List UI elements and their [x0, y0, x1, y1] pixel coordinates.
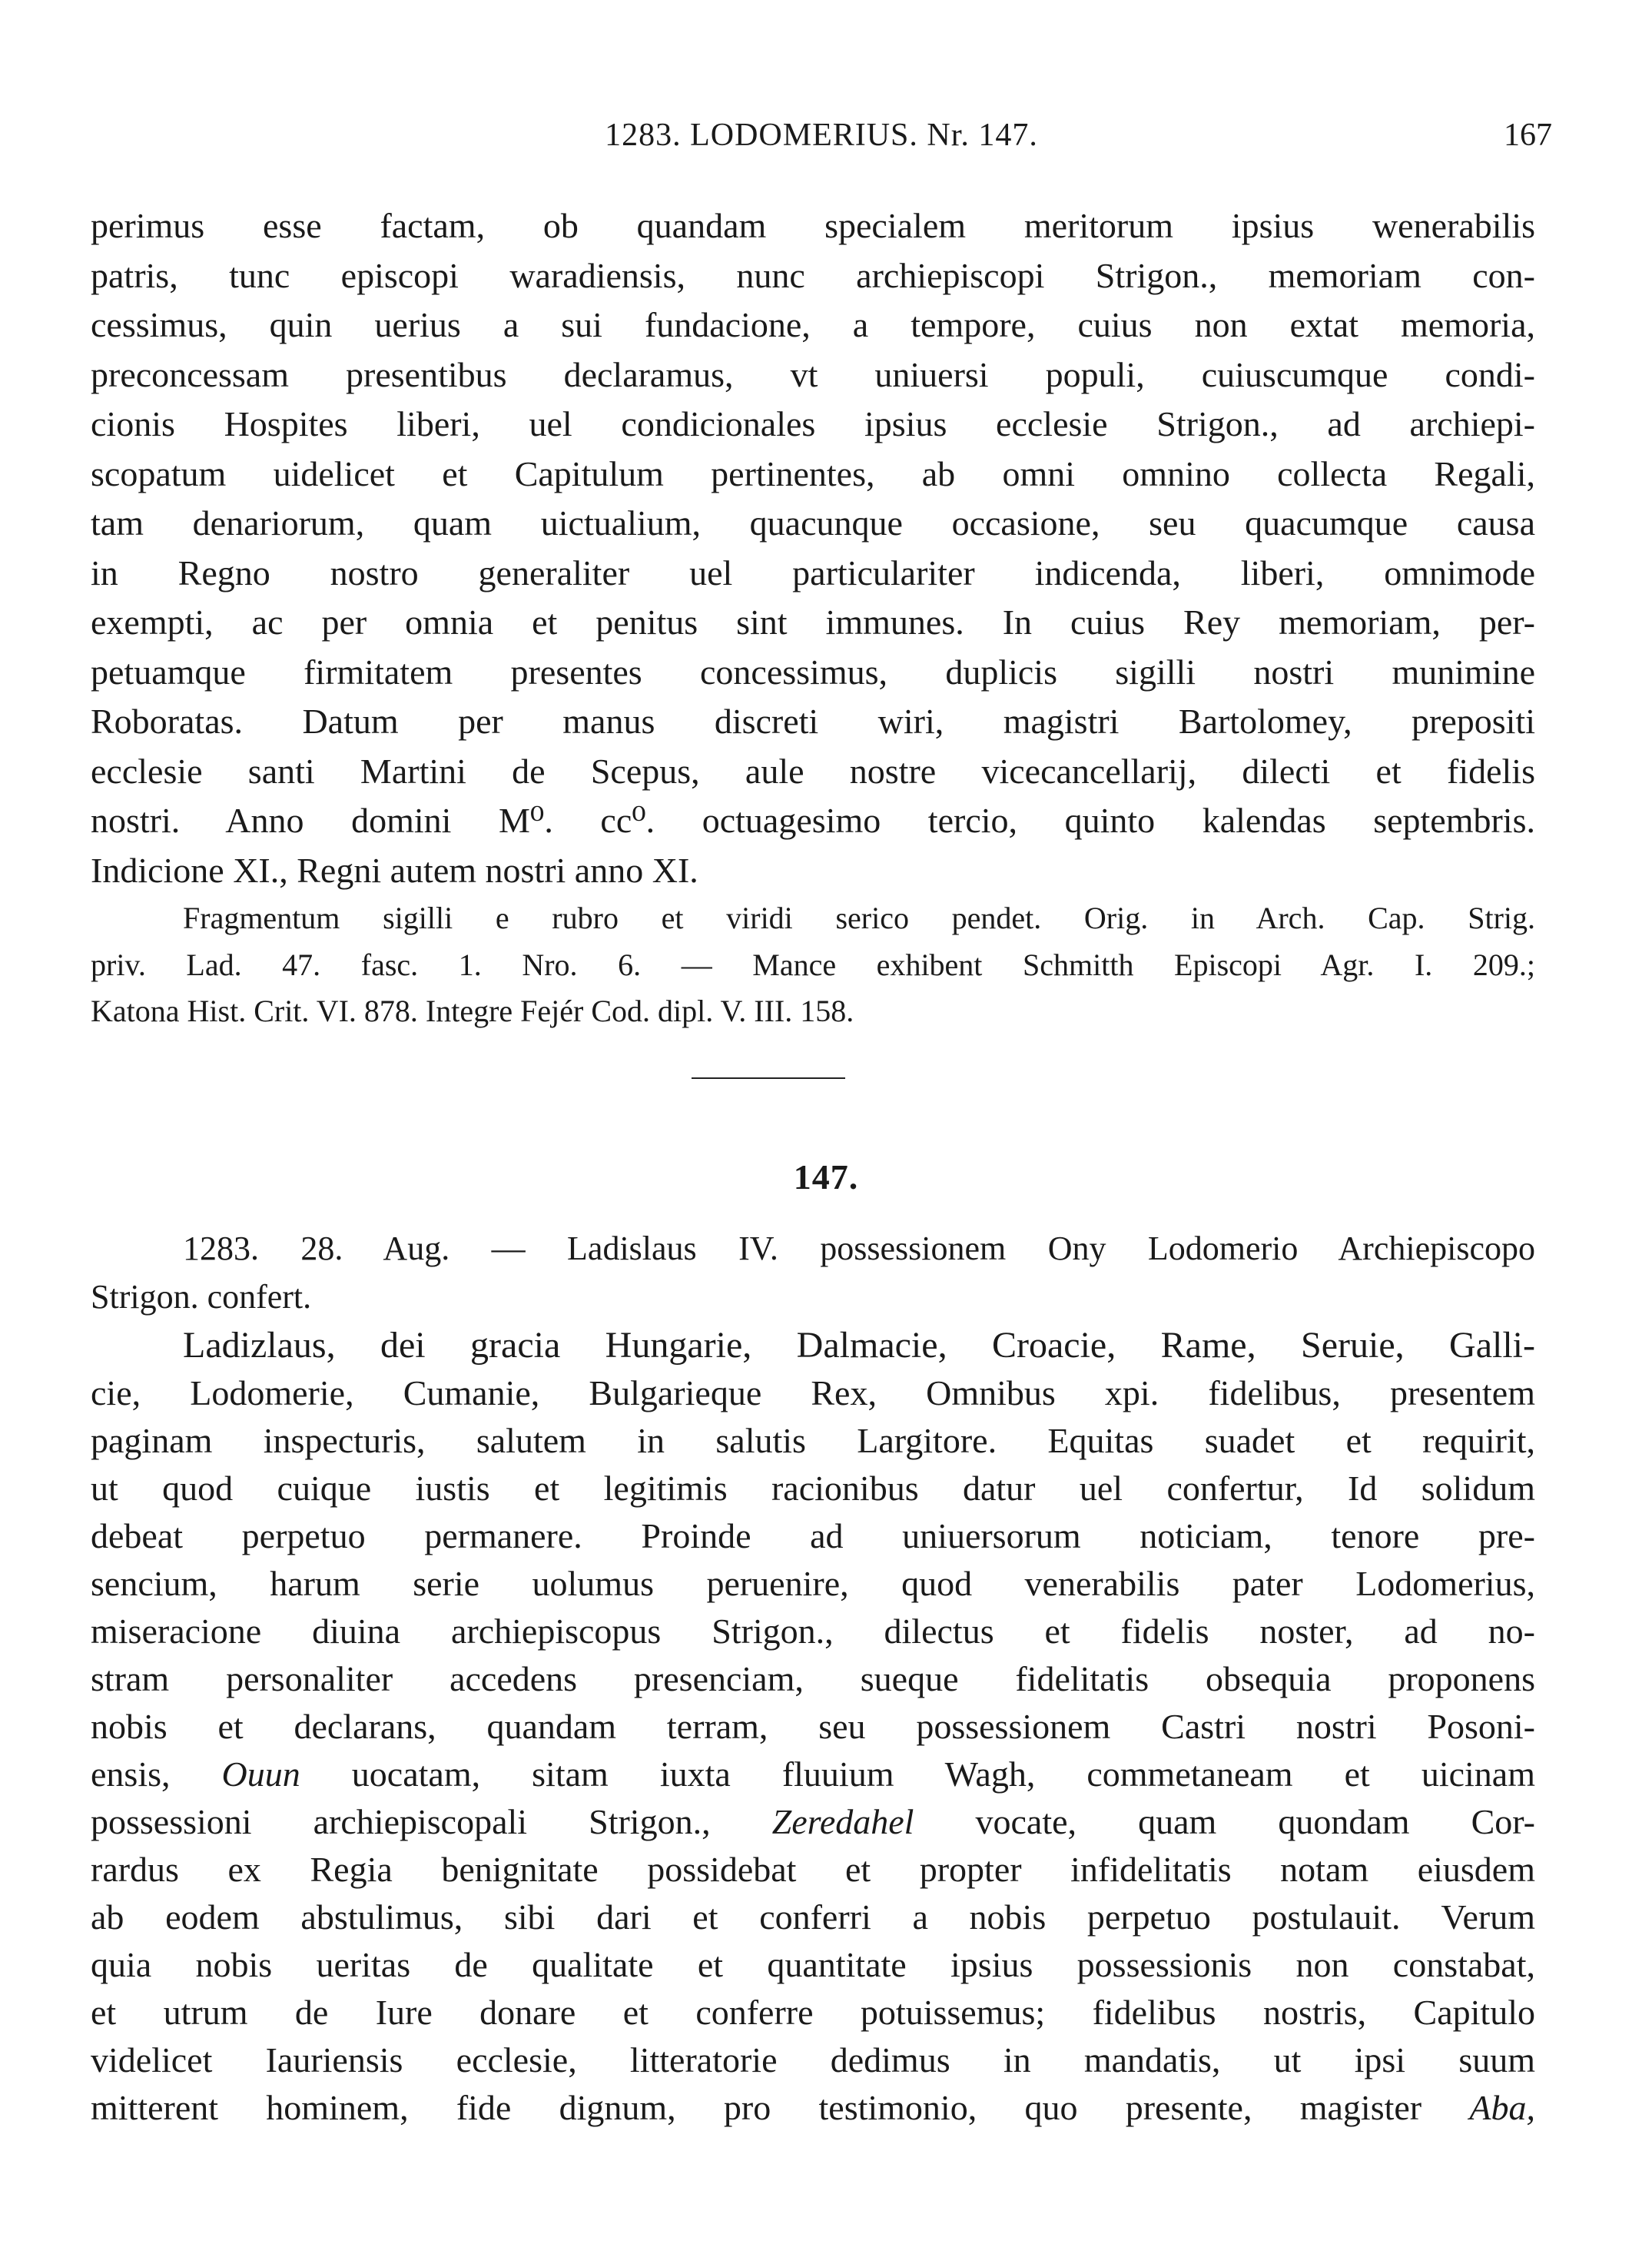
text-line: in Regno nostro generaliter uel particulariter indicenda, liberi, omnimode	[91, 553, 1535, 592]
source-note	[91, 895, 1535, 1035]
text-fragment: vocate, quam quondam Cor-	[975, 1802, 1535, 1841]
text-line: paginam inspecturis, salutem in salutis Largitore. Equitas suadet et requirit,	[91, 1421, 1535, 1460]
text-line: rardus ex Regia benignitate possidebat et propter infidelitatis notam eiusdem	[91, 1850, 1535, 1889]
text-line	[91, 1798, 1535, 1846]
place-name-italic: Zeredahel	[771, 1802, 914, 1841]
text-line: Roboratas. Datum per manus discreti wiri, magistri Bartolomey, prepositi	[91, 702, 1535, 741]
note-line: priv. Lad. 47. fasc. 1. Nro. 6. — Mance exhibent Schmitth Episcopi Agr. I. 209.;	[91, 947, 1535, 982]
text-line	[91, 2084, 1535, 2132]
text-line: videlicet Iauriensis ecclesie, litteratorie dedimus in mandatis, ut ipsi suum	[91, 2040, 1535, 2079]
text-line: tam denariorum, quam uictualium, quacunque occasione, seu quacumque causa	[91, 503, 1535, 543]
summary-line: Strigon. confert.	[91, 1278, 312, 1316]
section-divider	[692, 1077, 845, 1079]
text-line: miseracione diuina archiepiscopus Strigon., dilectus et fidelis noster, ad no-	[91, 1611, 1535, 1651]
running-title: 1283. LODOMERIUS. Nr. 147.	[605, 118, 1038, 153]
charter-text	[91, 1322, 1535, 2132]
note-line: Katona Hist. Crit. VI. 878. Integre Fejér Cod. dipl. V. III. 158.	[91, 994, 854, 1028]
text-line: nobis et declarans, quandam terram, seu possessionem Castri nostri Posoni-	[91, 1707, 1535, 1746]
continued-charter-text	[91, 201, 1535, 895]
text-line: cessimus, quin uerius a sui fundacione, a tempore, cuius non extat memoria,	[91, 305, 1535, 344]
text-line: scopatum uidelicet et Capitulum pertinentes, ab omni omnino collecta Regali,	[91, 453, 1535, 493]
text-line	[91, 1751, 1535, 1798]
text-line: quia nobis ueritas de qualitate et quantitate ipsius possessionis non constabat,	[91, 1945, 1535, 1984]
text-line: ut quod cuique iustis et legitimis racionibus datur uel confertur, Id solidum	[91, 1469, 1535, 1508]
text-line: exempti, ac per omnia et penitus sint immunes. In cuius Rey memoriam, per-	[91, 602, 1535, 642]
text-line: preconcessam presentibus declaramus, vt uniuersi populi, cuiuscumque condi-	[91, 354, 1535, 394]
text-line: debeat perpetuo permanere. Proinde ad uniuersorum noticiam, tenore pre-	[91, 1516, 1535, 1555]
text-line: patris, tunc episcopi waradiensis, nunc archiepiscopi Strigon., memoriam con-	[91, 255, 1535, 295]
text-line: Ladizlaus, dei gracia Hungarie, Dalmacie, Croacie, Rame, Seruie, Galli-	[183, 1325, 1535, 1366]
page-number: 167	[1504, 118, 1552, 153]
person-name-italic: Aba,	[1469, 2088, 1536, 2127]
text-line: sencium, harum serie uolumus peruenire, quod venerabilis pater Lodomerius,	[91, 1564, 1535, 1603]
text-line: cie, Lodomerie, Cumanie, Bulgarieque Rex, Omnibus xpi. fidelibus, presentem	[91, 1373, 1535, 1412]
text-line: ab eodem abstulimus, sibi dari et conferri a nobis perpetuo postulauit. Verum	[91, 1897, 1535, 1937]
text-line: Indicione XI., Regni autem nostri anno XI.	[91, 850, 698, 890]
document-summary	[91, 1224, 1535, 1321]
text-line: et utrum de Iure donare et conferre potuissemus; fidelibus nostris, Capitulo	[91, 1993, 1535, 2032]
note-line: Fragmentum sigilli e rubro et viridi serico pendet. Orig. in Arch. Cap. Strig.	[183, 901, 1535, 935]
text-line: petuamque firmitatem presentes concessimus, duplicis sigilli nostri munimine	[91, 652, 1535, 692]
summary-line: 1283. 28. Aug. — Ladislaus IV. possessionem Ony Lodomerio Archiepiscopo	[183, 1230, 1535, 1267]
text-line: stram personaliter accedens presenciam, sueque fidelitatis obsequia proponens	[91, 1659, 1535, 1698]
text-fragment: mitterent hominem, fide dignum, pro testimonio, quo presente, magister	[91, 2088, 1422, 2127]
text-fragment: uocatam, sitam iuxta fluuium Wagh, commetaneam et uicinam	[351, 1754, 1535, 1794]
document-number: 147.	[793, 1157, 859, 1197]
text-fragment: ensis,	[91, 1754, 171, 1794]
text-line: cionis Hospites liberi, uel condicionales ipsius ecclesie Strigon., ad archiepi-	[91, 404, 1535, 443]
text-fragment: possessioni archiepiscopali Strigon.,	[91, 1802, 711, 1841]
text-line: nostri. Anno domini M⁰. cc⁰. octuagesimo tercio, quinto kalendas septembris.	[91, 801, 1535, 840]
running-head	[91, 117, 1552, 163]
place-name-italic: Ouun	[221, 1754, 300, 1794]
text-line: ecclesie santi Martini de Scepus, aule nostre vicecancellarij, dilecti et fidelis	[91, 751, 1535, 791]
text-line: perimus esse factam, ob quandam specialem meritorum ipsius wenerabilis	[91, 206, 1535, 245]
